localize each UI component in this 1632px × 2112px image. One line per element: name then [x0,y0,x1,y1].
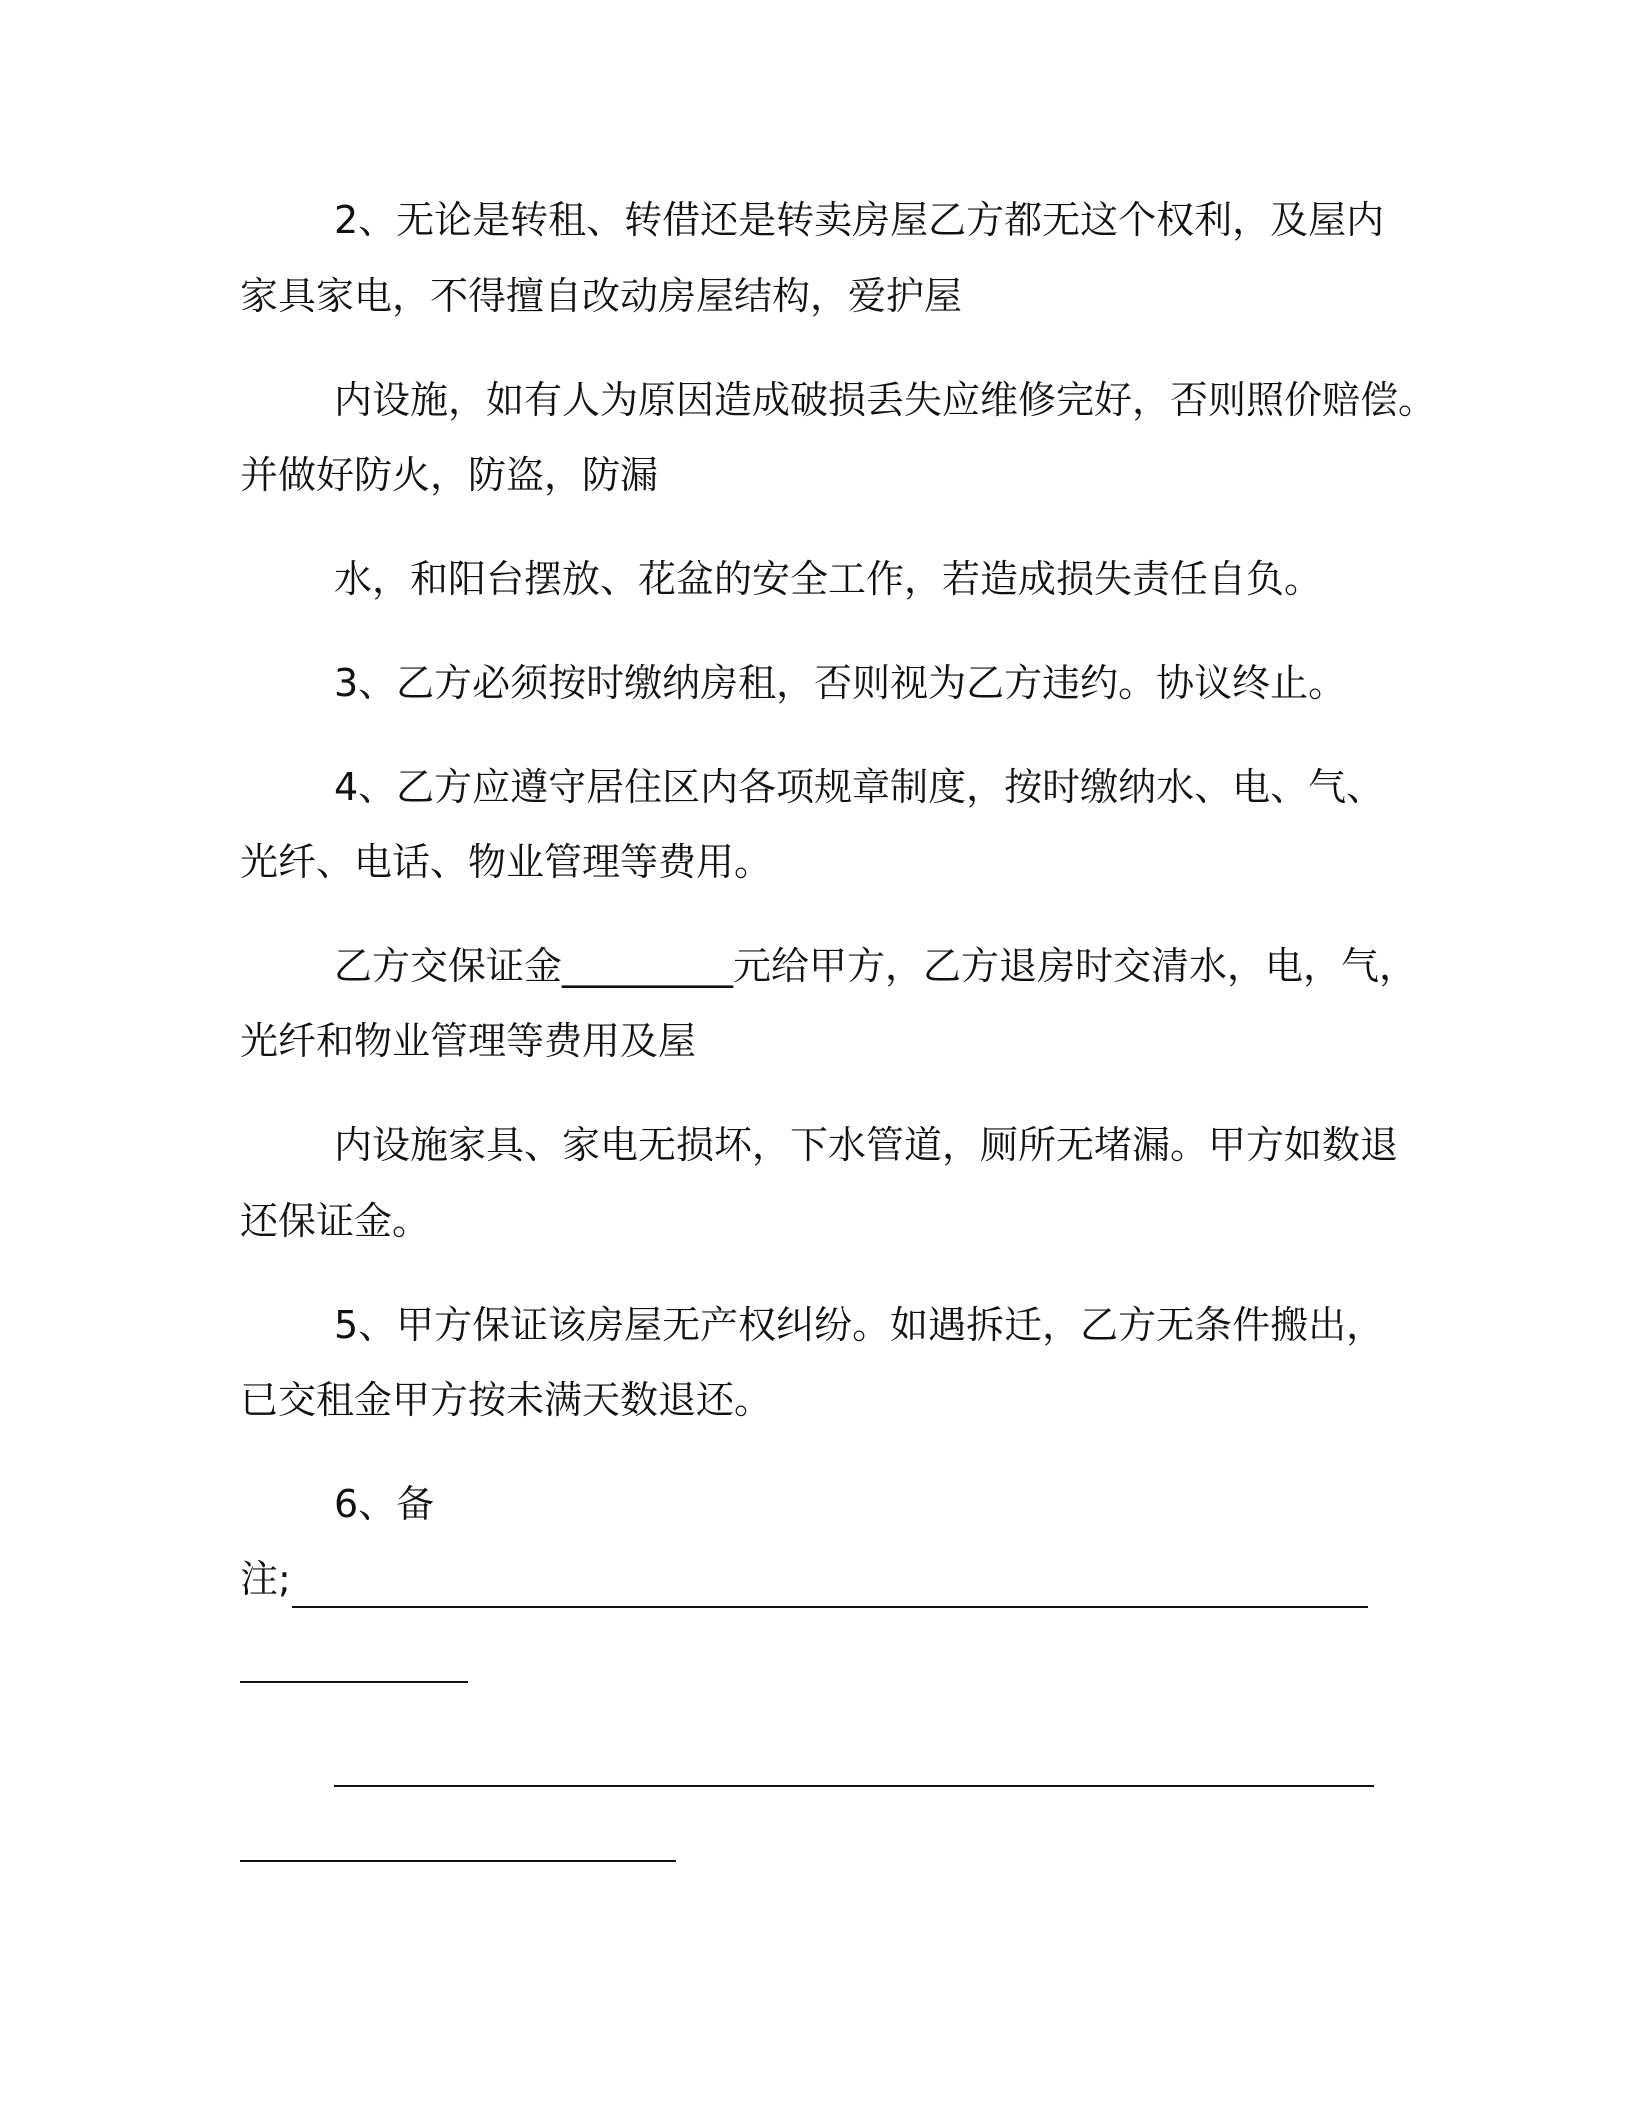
paragraph-line: 光纤、电话、物业管理等费用。 [240,840,773,884]
blank-underline [292,1606,1368,1608]
paragraph-line: 内设施家具、家电无损坏，下水管道，厕所无堵漏。甲方如数退 [334,1123,1399,1167]
paragraph-line: 2、无论是转租、转借还是转卖房屋乙方都无这个权利，及屋内 [334,198,1385,242]
paragraph-line: 并做好防火，防盗，防漏 [240,453,659,497]
paragraph-line: 注; [240,1557,291,1601]
blank-underline [240,1860,676,1862]
paragraph-line: 3、乙方必须按时缴纳房租，否则视为乙方违约。协议终止。 [334,661,1347,705]
paragraph-line: 光纤和物业管理等费用及屋 [240,1019,697,1063]
paragraph-line: 已交租金甲方按未满天数退还。 [240,1378,773,1422]
paragraph-line: 水，和阳台摆放、花盆的安全工作，若造成损失责任自负。 [334,557,1323,601]
paragraph-line: 6、备 [334,1482,435,1526]
blank-underline [334,1785,1374,1787]
paragraph-line: 5、甲方保证该房屋无产权纠纷。如遇拆迁，乙方无条件搬出， [334,1303,1385,1347]
paragraph-line: 4、乙方应遵守居住区内各项规章制度，按时缴纳水、电、气、 [334,765,1385,809]
blank-underline [240,1681,468,1683]
paragraph-line: 家具家电，不得擅自改动房屋结构，爱护屋 [240,274,963,318]
paragraph-line: 还保证金。 [240,1199,431,1243]
paragraph-line: 内设施，如有人为原因造成破损丢失应维修完好，否则照价赔偿。 [334,378,1437,422]
paragraph-line: 乙方交保证金_________元给甲方，乙方退房时交清水，电，气， [334,944,1418,988]
